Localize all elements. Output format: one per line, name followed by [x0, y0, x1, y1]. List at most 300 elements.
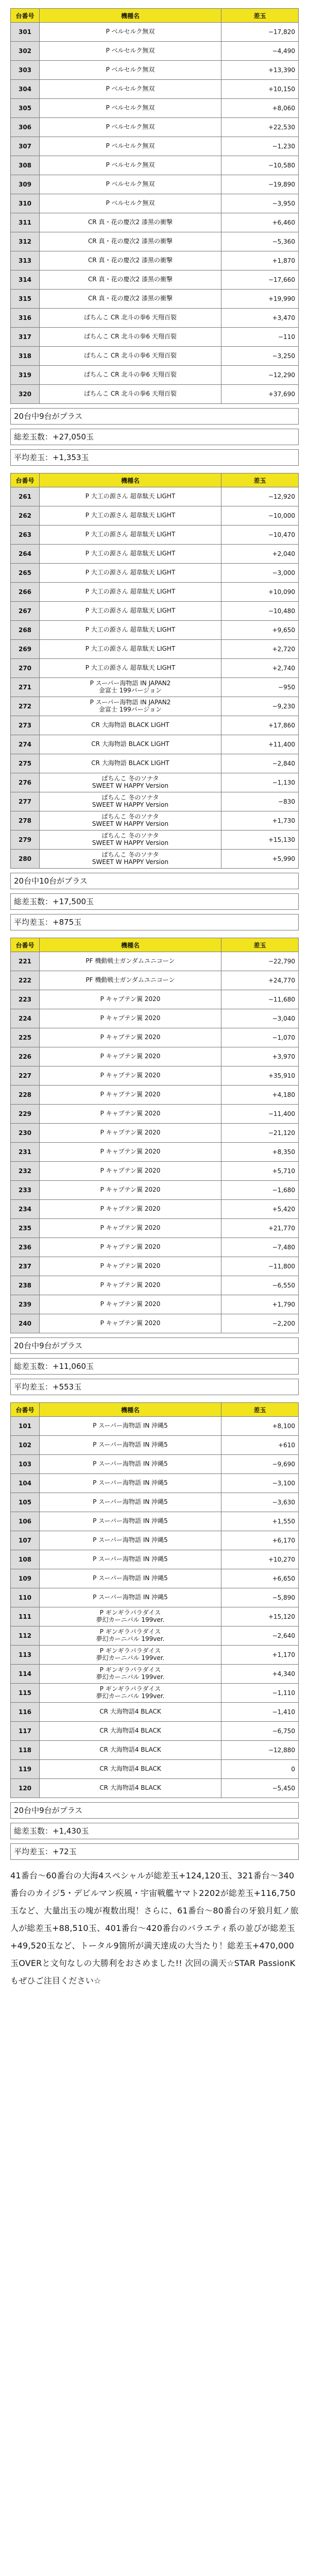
- machine-name: P キャプテン翼 2020: [40, 1028, 221, 1047]
- machine-number: 103: [11, 1455, 40, 1474]
- table-row: [11, 1626, 299, 1646]
- ball-difference: +17,860: [221, 716, 299, 735]
- machine-name: P キャプテン翼 2020: [40, 1124, 221, 1143]
- ball-difference: +4,340: [221, 1665, 299, 1684]
- ball-difference: −19,890: [221, 175, 299, 194]
- ball-difference: −2,200: [221, 1314, 299, 1333]
- table-row: [11, 290, 299, 309]
- table-header-row: [11, 938, 299, 952]
- table-row: [11, 99, 299, 118]
- machine-number: 119: [11, 1760, 40, 1779]
- ball-difference: −11,400: [221, 1105, 299, 1124]
- machine-number: 231: [11, 1143, 40, 1162]
- ball-difference: −12,880: [221, 1741, 299, 1760]
- machine-number: 233: [11, 1181, 40, 1200]
- machine-name: P ベルセルク無双: [40, 99, 221, 118]
- ball-difference: +1,170: [221, 1646, 299, 1665]
- machine-number: 264: [11, 545, 40, 564]
- table-row: [11, 1066, 299, 1086]
- total-difference-summary: 総差玉数：+1,430玉: [10, 1823, 299, 1839]
- machine-name: P キャプテン翼 2020: [40, 990, 221, 1009]
- machine-number: 112: [11, 1626, 40, 1646]
- ball-difference: −12,920: [221, 487, 299, 506]
- ball-difference: −1,230: [221, 137, 299, 156]
- table-row: [11, 526, 299, 545]
- machine-number: 236: [11, 1238, 40, 1257]
- ball-difference: +11,400: [221, 735, 299, 754]
- machine-name: P キャプテン翼 2020: [40, 1105, 221, 1124]
- total-difference-summary: 総差玉数：+17,500玉: [10, 893, 299, 910]
- table-row: [11, 659, 299, 678]
- ball-difference: −11,680: [221, 990, 299, 1009]
- ball-difference: +10,150: [221, 80, 299, 99]
- ball-difference: −3,630: [221, 1493, 299, 1512]
- ball-difference: −17,820: [221, 23, 299, 42]
- table-row: [11, 1257, 299, 1276]
- machine-section: [10, 1402, 299, 1860]
- machine-name: P ギンギラパラダイス 夢幻カーニバル 199ver.: [40, 1684, 221, 1703]
- ball-difference: 0: [221, 1760, 299, 1779]
- machine-number: 273: [11, 716, 40, 735]
- table-row: [11, 385, 299, 404]
- machine-name: P スーパー海物語 IN 沖縄5: [40, 1512, 221, 1531]
- machine-number: 267: [11, 602, 40, 621]
- header-machine-number: 台番号: [11, 1403, 40, 1417]
- machine-name: P ベルセルク無双: [40, 23, 221, 42]
- machine-number: 319: [11, 366, 40, 385]
- table-row: [11, 156, 299, 175]
- ball-difference: −3,100: [221, 1474, 299, 1493]
- machine-number: 314: [11, 270, 40, 290]
- machine-name: P キャプテン翼 2020: [40, 1314, 221, 1333]
- total-difference-summary: 総差玉数：+11,060玉: [10, 1358, 299, 1375]
- table-row: [11, 1512, 299, 1531]
- machine-number: 222: [11, 971, 40, 990]
- machine-number: 226: [11, 1047, 40, 1066]
- ball-difference: +8,350: [221, 1143, 299, 1162]
- machine-name: P ギンギラパラダイス 夢幻カーニバル 199ver.: [40, 1665, 221, 1684]
- ball-difference: +6,170: [221, 1531, 299, 1550]
- ball-difference: −1,410: [221, 1703, 299, 1722]
- ball-difference: +5,990: [221, 850, 299, 869]
- ball-difference: +22,530: [221, 118, 299, 137]
- machine-number: 107: [11, 1531, 40, 1550]
- machine-number: 104: [11, 1474, 40, 1493]
- table-row: [11, 1569, 299, 1588]
- table-row: [11, 1493, 299, 1512]
- machine-number: 229: [11, 1105, 40, 1124]
- machine-name: P キャプテン翼 2020: [40, 1143, 221, 1162]
- table-row: [11, 621, 299, 640]
- machine-name: P ベルセルク無双: [40, 61, 221, 80]
- ball-difference: +10,090: [221, 583, 299, 602]
- table-row: [11, 1779, 299, 1798]
- ball-difference: −10,480: [221, 602, 299, 621]
- machine-number: 262: [11, 506, 40, 526]
- ball-difference: +8,060: [221, 99, 299, 118]
- ball-difference: −3,250: [221, 347, 299, 366]
- machine-name: P 大工の源さん 超韋駄天 LIGHT: [40, 506, 221, 526]
- table-row: [11, 1665, 299, 1684]
- average-difference-summary: 平均差玉：+1,353玉: [10, 449, 299, 466]
- machine-name: ぱちんこ CR 北斗の拳6 天翔百裂: [40, 385, 221, 404]
- machine-name: P キャプテン翼 2020: [40, 1162, 221, 1181]
- machine-number: 309: [11, 175, 40, 194]
- machine-number: 271: [11, 678, 40, 697]
- machine-number: 268: [11, 621, 40, 640]
- machine-number: 117: [11, 1722, 40, 1741]
- ball-difference: −1,680: [221, 1181, 299, 1200]
- table-row: [11, 1531, 299, 1550]
- machine-name: P 大工の源さん 超韋駄天 LIGHT: [40, 487, 221, 506]
- machine-name: P キャプテン翼 2020: [40, 1257, 221, 1276]
- table-row: [11, 1028, 299, 1047]
- ball-difference: −7,480: [221, 1238, 299, 1257]
- machine-name: P キャプテン翼 2020: [40, 1200, 221, 1219]
- table-row: [11, 1238, 299, 1257]
- machine-number: 306: [11, 118, 40, 137]
- machine-number: 120: [11, 1779, 40, 1798]
- table-row: [11, 831, 299, 850]
- machine-name: CR 大海物語 BLACK LIGHT: [40, 754, 221, 773]
- machine-name: P 大工の源さん 超韋駄天 LIGHT: [40, 545, 221, 564]
- header-difference: 差玉: [221, 938, 299, 952]
- machine-number: 318: [11, 347, 40, 366]
- machine-name: P ベルセルク無双: [40, 137, 221, 156]
- table-row: [11, 1047, 299, 1066]
- machine-number: 238: [11, 1276, 40, 1295]
- ball-difference: +9,650: [221, 621, 299, 640]
- machine-number: 228: [11, 1086, 40, 1105]
- machine-name: P スーパー海物語 IN 沖縄5: [40, 1455, 221, 1474]
- machine-name: P ベルセルク無双: [40, 80, 221, 99]
- table-row: [11, 1550, 299, 1569]
- machine-name: P ギンギラパラダイス 夢幻カーニバル 199ver.: [40, 1646, 221, 1665]
- machine-name: P スーパー海物語 IN 沖縄5: [40, 1493, 221, 1512]
- machine-name: P キャプテン翼 2020: [40, 1295, 221, 1314]
- ball-difference: −110: [221, 328, 299, 347]
- machine-number: 308: [11, 156, 40, 175]
- machine-name: P 大工の源さん 超韋駄天 LIGHT: [40, 602, 221, 621]
- ball-difference: −17,660: [221, 270, 299, 290]
- machine-number: 224: [11, 1009, 40, 1028]
- machine-number: 266: [11, 583, 40, 602]
- ball-difference: +3,970: [221, 1047, 299, 1066]
- table-row: [11, 1162, 299, 1181]
- machine-name: P ベルセルク無双: [40, 175, 221, 194]
- table-row: [11, 1009, 299, 1028]
- table-row: [11, 1417, 299, 1436]
- machine-section: [10, 938, 299, 1395]
- table-header-row: [11, 9, 299, 23]
- machine-name: CR 大海物語4 BLACK: [40, 1722, 221, 1741]
- table-row: [11, 232, 299, 251]
- table-row: [11, 137, 299, 156]
- machine-number: 230: [11, 1124, 40, 1143]
- ball-difference: +3,470: [221, 309, 299, 328]
- machine-name: P ベルセルク無双: [40, 156, 221, 175]
- ball-difference: +2,720: [221, 640, 299, 659]
- machine-name: P ベルセルク無双: [40, 194, 221, 213]
- machine-name: P 大工の源さん 超韋駄天 LIGHT: [40, 621, 221, 640]
- table-row: [11, 1646, 299, 1665]
- table-row: [11, 952, 299, 971]
- machine-name: CR 真・花の慶次2 漆黒の衝撃: [40, 232, 221, 251]
- machine-name: P キャプテン翼 2020: [40, 1181, 221, 1200]
- machine-table: [10, 8, 299, 404]
- machine-number: 118: [11, 1741, 40, 1760]
- table-row: [11, 1124, 299, 1143]
- table-row: [11, 564, 299, 583]
- ball-difference: −11,800: [221, 1257, 299, 1276]
- average-difference-summary: 平均差玉：+72玉: [10, 1843, 299, 1860]
- table-row: [11, 309, 299, 328]
- ball-difference: +1,870: [221, 251, 299, 270]
- machine-name: P スーパー海物語 IN 沖縄5: [40, 1569, 221, 1588]
- machine-number: 235: [11, 1219, 40, 1238]
- table-row: [11, 583, 299, 602]
- table-row: [11, 118, 299, 137]
- machine-name: CR 大海物語 BLACK LIGHT: [40, 716, 221, 735]
- machine-name: P キャプテン翼 2020: [40, 1219, 221, 1238]
- header-machine-name: 機種名: [40, 938, 221, 952]
- machine-number: 105: [11, 1493, 40, 1512]
- ball-difference: −22,790: [221, 952, 299, 971]
- machine-number: 274: [11, 735, 40, 754]
- ball-difference: +5,710: [221, 1162, 299, 1181]
- machine-name: P スーパー海物語 IN 沖縄5: [40, 1474, 221, 1493]
- machine-name: P キャプテン翼 2020: [40, 1276, 221, 1295]
- ball-difference: −6,550: [221, 1276, 299, 1295]
- machine-table: [10, 938, 299, 1333]
- machine-number: 110: [11, 1588, 40, 1607]
- ball-difference: −1,110: [221, 1684, 299, 1703]
- ball-difference: −1,070: [221, 1028, 299, 1047]
- machine-number: 239: [11, 1295, 40, 1314]
- machine-number: 225: [11, 1028, 40, 1047]
- ball-difference: −3,000: [221, 564, 299, 583]
- table-row: [11, 1741, 299, 1760]
- table-header-row: [11, 473, 299, 487]
- table-row: [11, 1436, 299, 1455]
- table-row: [11, 1200, 299, 1219]
- ball-difference: −9,690: [221, 1455, 299, 1474]
- machine-name: P キャプテン翼 2020: [40, 1238, 221, 1257]
- header-difference: 差玉: [221, 473, 299, 487]
- machine-number: 279: [11, 831, 40, 850]
- ball-difference: +610: [221, 1436, 299, 1455]
- machine-name: CR 大海物語4 BLACK: [40, 1741, 221, 1760]
- machine-number: 269: [11, 640, 40, 659]
- machine-name: P スーパー海物語 IN 沖縄5: [40, 1436, 221, 1455]
- machine-number: 276: [11, 773, 40, 792]
- machine-name: CR 大海物語4 BLACK: [40, 1703, 221, 1722]
- table-row: [11, 1684, 299, 1703]
- table-row: [11, 773, 299, 792]
- table-row: [11, 175, 299, 194]
- ball-difference: +13,390: [221, 61, 299, 80]
- machine-number: 303: [11, 61, 40, 80]
- machine-number: 310: [11, 194, 40, 213]
- machine-name: P スーパー海物語 IN JAPAN2 金富士 199バージョン: [40, 697, 221, 716]
- machine-name: P 大工の源さん 超韋駄天 LIGHT: [40, 583, 221, 602]
- machine-name: P 大工の源さん 超韋駄天 LIGHT: [40, 564, 221, 583]
- machine-name: ぱちんこ 冬のソナタ SWEET W HAPPY Version: [40, 792, 221, 811]
- ball-difference: −6,750: [221, 1722, 299, 1741]
- machine-name: P スーパー海物語 IN 沖縄5: [40, 1417, 221, 1436]
- table-row: [11, 366, 299, 385]
- table-row: [11, 990, 299, 1009]
- machine-name: ぱちんこ 冬のソナタ SWEET W HAPPY Version: [40, 850, 221, 869]
- machine-name: CR 真・花の慶次2 漆黒の衝撃: [40, 270, 221, 290]
- ball-difference: +6,650: [221, 1569, 299, 1588]
- table-row: [11, 487, 299, 506]
- machine-name: PF 機動戦士ガンダムユニコーン: [40, 952, 221, 971]
- table-row: [11, 1314, 299, 1333]
- machine-name: P 大工の源さん 超韋駄天 LIGHT: [40, 526, 221, 545]
- machine-number: 116: [11, 1703, 40, 1722]
- ball-difference: −10,000: [221, 506, 299, 526]
- ball-difference: −950: [221, 678, 299, 697]
- ball-difference: +2,740: [221, 659, 299, 678]
- machine-number: 102: [11, 1436, 40, 1455]
- machine-number: 106: [11, 1512, 40, 1531]
- machine-number: 270: [11, 659, 40, 678]
- machine-name: P 大工の源さん 超韋駄天 LIGHT: [40, 659, 221, 678]
- table-row: [11, 1722, 299, 1741]
- machine-number: 275: [11, 754, 40, 773]
- plus-count-summary: 20台中9台がプラス: [10, 1802, 299, 1819]
- machine-number: 305: [11, 99, 40, 118]
- ball-difference: −21,120: [221, 1124, 299, 1143]
- table-row: [11, 1295, 299, 1314]
- machine-name: CR 大海物語 BLACK LIGHT: [40, 735, 221, 754]
- machine-name: P スーパー海物語 IN 沖縄5: [40, 1588, 221, 1607]
- machine-name: CR 真・花の慶次2 漆黒の衝撃: [40, 251, 221, 270]
- table-row: [11, 1143, 299, 1162]
- ball-difference: +10,270: [221, 1550, 299, 1569]
- ball-difference: +37,690: [221, 385, 299, 404]
- machine-number: 317: [11, 328, 40, 347]
- table-row: [11, 1276, 299, 1295]
- machine-name: ぱちんこ CR 北斗の拳6 天翔百裂: [40, 328, 221, 347]
- ball-difference: −12,290: [221, 366, 299, 385]
- closing-paragraph: 41番台〜60番台の大海4スペシャルが総差玉+124,120玉、321番台〜340番台のカイジ5・デビルマン疾風・宇宙戦艦ヤマト2202が総差玉+116,750玉など、大量出玉の塊が複数出現！さらに、61番台〜80番台の牙狼月虹ノ旅人が総差玉+88,510玉、401番台〜420番台のバラエティ系の並びが総差玉+49,520玉など、トータル9箇所が満天達成の大当たり！総差玉+470,000玉OVERと文句なしの大勝利をおさめました!! 次回の満天☆STAR PassionKもぜひご注目ください☆: [10, 1871, 299, 1986]
- machine-number: 304: [11, 80, 40, 99]
- table-row: [11, 850, 299, 869]
- machine-number: 223: [11, 990, 40, 1009]
- ball-difference: −3,040: [221, 1009, 299, 1028]
- machine-name: CR 大海物語4 BLACK: [40, 1760, 221, 1779]
- machine-name: CR 真・花の慶次2 漆黒の衝撃: [40, 213, 221, 232]
- header-machine-number: 台番号: [11, 938, 40, 952]
- table-row: [11, 754, 299, 773]
- header-difference: 差玉: [221, 1403, 299, 1417]
- ball-difference: +15,130: [221, 831, 299, 850]
- machine-number: 111: [11, 1607, 40, 1626]
- machine-number: 280: [11, 850, 40, 869]
- machine-name: ぱちんこ CR 北斗の拳6 天翔百裂: [40, 309, 221, 328]
- machine-name: ぱちんこ 冬のソナタ SWEET W HAPPY Version: [40, 773, 221, 792]
- machine-number: 240: [11, 1314, 40, 1333]
- machine-number: 311: [11, 213, 40, 232]
- machine-table: [10, 1402, 299, 1798]
- machine-section: [10, 473, 299, 930]
- table-row: [11, 270, 299, 290]
- machine-table: [10, 473, 299, 869]
- table-row: [11, 1703, 299, 1722]
- table-row: [11, 735, 299, 754]
- table-row: [11, 194, 299, 213]
- table-row: [11, 1181, 299, 1200]
- ball-difference: +15,120: [221, 1607, 299, 1626]
- total-difference-summary: 総差玉数：+27,050玉: [10, 429, 299, 445]
- ball-difference: +35,910: [221, 1066, 299, 1086]
- ball-difference: +1,730: [221, 811, 299, 831]
- machine-name: P ギンギラパラダイス 夢幻カーニバル 199ver.: [40, 1607, 221, 1626]
- ball-difference: +1,550: [221, 1512, 299, 1531]
- machine-number: 232: [11, 1162, 40, 1181]
- machine-number: 237: [11, 1257, 40, 1276]
- ball-difference: +4,180: [221, 1086, 299, 1105]
- ball-difference: −5,890: [221, 1588, 299, 1607]
- table-row: [11, 602, 299, 621]
- machine-name: P キャプテン翼 2020: [40, 1086, 221, 1105]
- table-row: [11, 347, 299, 366]
- machine-number: 272: [11, 697, 40, 716]
- machine-name: PF 機動戦士ガンダムユニコーン: [40, 971, 221, 990]
- machine-number: 265: [11, 564, 40, 583]
- table-row: [11, 506, 299, 526]
- average-difference-summary: 平均差玉：+553玉: [10, 1379, 299, 1395]
- ball-difference: −5,360: [221, 232, 299, 251]
- table-row: [11, 251, 299, 270]
- machine-number: 234: [11, 1200, 40, 1219]
- machine-number: 316: [11, 309, 40, 328]
- machine-number: 221: [11, 952, 40, 971]
- table-row: [11, 1588, 299, 1607]
- header-machine-name: 機種名: [40, 9, 221, 23]
- table-row: [11, 678, 299, 697]
- machine-number: 307: [11, 137, 40, 156]
- plus-count-summary: 20台中9台がプラス: [10, 408, 299, 425]
- ball-difference: +1,790: [221, 1295, 299, 1314]
- ball-difference: −2,840: [221, 754, 299, 773]
- ball-difference: +2,040: [221, 545, 299, 564]
- plus-count-summary: 20台中10台がプラス: [10, 873, 299, 889]
- machine-name: P 大工の源さん 超韋駄天 LIGHT: [40, 640, 221, 659]
- machine-name: P スーパー海物語 IN JAPAN2 金富士 199バージョン: [40, 678, 221, 697]
- table-row: [11, 1760, 299, 1779]
- machine-number: 320: [11, 385, 40, 404]
- machine-number: 313: [11, 251, 40, 270]
- machine-name: CR 真・花の慶次2 漆黒の衝撃: [40, 290, 221, 309]
- machine-section: [10, 8, 299, 466]
- report-page: [10, 0, 299, 1990]
- table-row: [11, 42, 299, 61]
- ball-difference: −830: [221, 792, 299, 811]
- machine-number: 227: [11, 1066, 40, 1086]
- ball-difference: +6,460: [221, 213, 299, 232]
- machine-name: CR 大海物語4 BLACK: [40, 1779, 221, 1798]
- machine-number: 302: [11, 42, 40, 61]
- machine-name: P スーパー海物語 IN 沖縄5: [40, 1531, 221, 1550]
- header-machine-name: 機種名: [40, 473, 221, 487]
- ball-difference: +5,420: [221, 1200, 299, 1219]
- machine-name: P キャプテン翼 2020: [40, 1009, 221, 1028]
- machine-name: P キャプテン翼 2020: [40, 1066, 221, 1086]
- table-row: [11, 61, 299, 80]
